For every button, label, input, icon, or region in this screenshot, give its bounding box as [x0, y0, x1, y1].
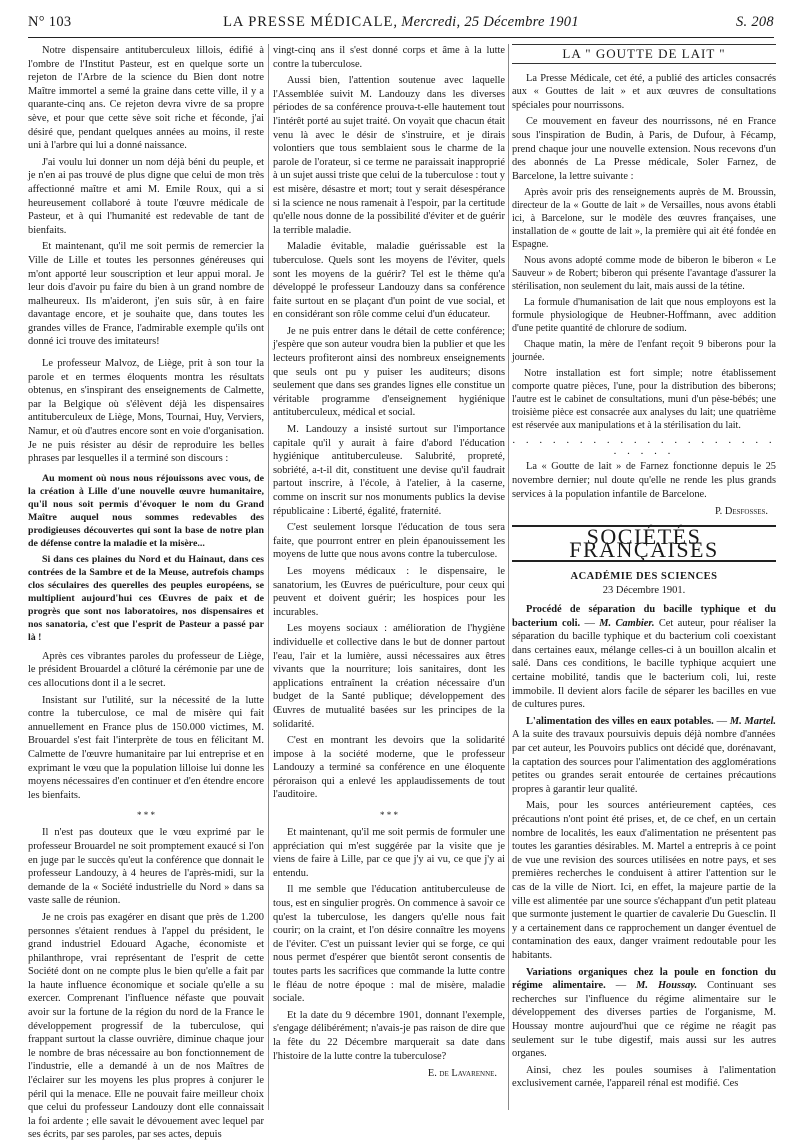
paragraph: C'est en montrant les devoirs que la solidarité impose à la société moderne, que le professeur Landouzy a terminé sa conférence en une éloquente péroraison qui a enlevé les applaudissements de tout l'auditoire. — [273, 735, 505, 801]
section-title: LA " GOUTTE DE LAIT " — [512, 44, 776, 64]
letter — [512, 186, 776, 432]
ellipsis-line: . . . . . . . . . . . . . . . . . . . . . . . . . — [512, 434, 776, 458]
header-rule — [28, 37, 774, 38]
masthead — [28, 14, 774, 31]
column-divider — [268, 44, 269, 1110]
report-entry: Procédé de séparation du bacille typhique et du bacterium coli. — M. Cambier. Cet auteur, pour réaliser la séparation du bacille typhique et du bacterium coli coexistant dans certaines eaux, mélange celles-ci à un bouillon alcalin et salé. Dans ces conditions, le bacille typhique acquiert une certaine mobilité, tandis que le bacterium coli, lui, reste immobile. Il devient alors facile de séparer les bacilles en vue de cultures pures. — [512, 604, 777, 711]
column-divider — [508, 44, 509, 1110]
report-entry: L'alimentation des villes en eaux potables. — M. Martel. A la suite des travaux poursuivis depuis déjà nombre d'années par cet auteur, les Pouvoirs publics ont décidé que, dorénavant, la captation des sources pour l'alimentation des agglomérations petites ou grandes serait entourée de certaines précautions propres à garantir leur qualité. — [512, 715, 776, 795]
paragraph: M. Landouzy a insisté surtout sur l'importance capitale qu'il y aurait à faire d'abord l'éducation hygiénique antituberculeuse. Salubrité, propreté, sobriété, a-t-il dit, constituent une devise qu'il faudrait partout inscrire, à l'école, à l'atelier, à la caserne, comme on inscrit sur nos monuments publics la devise républicaine : Liberté, égalité, fraternité. — [273, 424, 505, 517]
session-date: 23 Décembre 1901. — [602, 584, 686, 596]
letter-paragraph: Chaque matin, la mère de l'enfant reçoit 9 biberons pour la journée. — [512, 339, 776, 364]
paragraph: Insistant sur l'utilité, sur la nécessité de la lutte contre la tuberculose, ce mal de misère qui fait annuellement en France plus de 150.000 victimes, M. Brouardel s'est fait l'interprète de tous en félicitant M. Calmette de l'œuvre humanitaire par lui entreprise et en exprimant le vœu que la population lilloise lui donne les moyens nécessaires d'en continuer et d'en étendre encore les bienfaits. — [28, 694, 264, 801]
paragraph: Et maintenant, qu'il me soit permis de formuler une appréciation qui m'est suggérée par la visite que je viens de faire à Lille, par ce que j'y ai vu, ce que j'y ai entendu. — [273, 827, 505, 879]
paragraph: Notre dispensaire antituberculeux lillois, édifié à l'ombre de l'Institut Pasteur, est en quelque sorte un rejeton de l'Arbre de la science du Bien dont notre Maître immortel a semé la graine dans cette ville, il y a quarante-cinq ans. Ce rejeton devra vivre de sa propre sève, et pour que cette sève soit riche et féconde, j'ai désiré que, pendant quelques années au moins, il reste uni à l'arbre qui lui a donné naissance. — [28, 45, 264, 152]
running-header — [28, 14, 774, 36]
report-title: Procédé de séparation du bacille typhique et du bacterium coli. — [512, 604, 776, 629]
author-signature: P. Desfosses. — [715, 506, 768, 518]
paragraph: Mais, pour les sources antérieurement captées, ces précautions n'ont point été prises, et, de ce chef, en un certain nombre de localités, les eaux d'alimentation ne présentent pas toutes les garanties désirables. M. Martel a entrepris à ce point de vue une revision des sources utilisées en notre pays, et ses premières recherches le conduisent à attirer l'attention sur le cas de la ville de Niort. Ici, en effet, la majeure partie de la ville est alimentée par une source s'échappant d'un petit plateau que surmonte justement le quartier de cavalerie Du Guesclin. Il y a certainement dans ce rapprochement un danger éventuel de contamination des eaux, danger vraiment redoutable pour les habitants. — [512, 800, 776, 961]
section-asterism: * * * — [380, 810, 398, 821]
paragraph: J'ai voulu lui donner un nom déjà béni du peuple, et je n'en ai pas trouvé de plus digne que celui de mon très affectionné maître et ami M. Emile Roux, qui a si heureusement collaboré à toute l'œuvre médicale de Pasteur, et à qui l'humanité est redevable de tant de bienfaits. — [28, 156, 264, 236]
paragraph: Et maintenant, qu'il me soit permis de remercier la Ville de Lille et toutes les personnes généreuses qui m'ont apporté leur souscription et leur appui moral. Je leur dois d'avoir pu faire du bien à un grand nombre de malheureux. Ils m'aideront, j'en suis sûr, à en faire davantage encore, et je souhaite que, dans toutes les grandes villes de France, l'admirable exemple qu'ils ont donné ici trouve des imitateurs! — [28, 241, 264, 348]
report-text: A la suite des travaux poursuivis depuis déjà nombre d'années par cet auteur, les Pouvoirs publics ont décidé que, dorénavant, la captation des sources pour l'alimentation des agglomérations petites ou grandes serait entourée de certaines précautions propres à garantir leur qualité. — [512, 729, 776, 795]
letter-paragraph: Nous avons adopté comme mode de biberon le biberon « Le Sauveur » de Robert; biberon qui présente l'avantage d'assurer la stérilisation, non seulement du lait, mais aussi de la tétine. — [512, 255, 776, 293]
report-author: M. Houssay. — [636, 980, 698, 992]
column-2 — [273, 44, 505, 1110]
letter-paragraph: Notre installation est fort simple; notre établissement comporte quatre pièces, l'une, pour la distribution des biberons; l'autre est le cabinet de consultations, muni d'un pèse-bébés; une troisième pièce est consacrée aux analyses du lait; une quatrième est réservée aux manipulations et à la stérilisation du lait. — [512, 368, 776, 432]
author-signature: E. de Lavarenne. — [427, 1068, 497, 1080]
paragraph: La Presse Médicale, cet été, a publié des articles consacrés aux « Gouttes de lait » et aux œuvres de consultations spéciales pour nourrissons. — [512, 72, 776, 111]
paragraph: Les moyens sociaux : amélioration de l'hygiène individuelle et collective dans le but de donner partout l'eau, l'air et la lumière, aussi nécessaires aux êtres vivants que la nourriture; lois sanitaires, dont les applications entraînent la création nécessaire d'un budget de la Santé publique; développement des Œuvres de mutualité basées sur les principes de la solidarité. — [273, 623, 505, 730]
paragraph: Et la date du 9 décembre 1901, donnant l'exemple, s'engage délibérément; n'avais-je pas raison de dire que la fête du 22 Décembre marquerait sa date dans l'histoire de la lutte contre la tuberculose? — [273, 1009, 505, 1062]
paragraph: Ainsi, chez les poules soumises à l'alimentation exclusivement carnée, l'appareil rénal est modifié. Ces — [512, 1064, 776, 1090]
section-heading: SOCIÉTÉS FRANÇAISES — [512, 525, 776, 562]
report-text: Cet auteur, pour réaliser la séparation du bacille typhique et du bacterium coli coexistant dans certaines eaux, mélange celles-ci à un bouillon alcalin et salé. Dans ces conditions, le bacille typhique acquiert une certaine mobilité, tandis que le bacterium coli, lui, reste immobile. Il devient alors facile de séparer les bacilles en vue de cultures pures. — [512, 617, 777, 711]
issue-date: , Mercredi, 25 Décembre 1901 — [393, 14, 579, 30]
paragraph: Ce mouvement en faveur des nourrissons, né en France sous l'inspiration de Budin, à Paris, de Dufour, à Fécamp, prend chaque jour une nouvelle extension. Nous recevons d'un des abonnés de La Presse médicale, Soler Farnez, de Barcelone, la lettre suivante : — [512, 116, 776, 182]
letter-paragraph: Après avoir pris des renseignements auprès de M. Broussin, directeur de la « Goutte de lait » de Versailles, nous avons établi ici, à Barcelone, sur le modèle des œuvres françaises, une installation de « goutte de lait », la première qui ait été fondée en Espagne. — [512, 187, 776, 251]
paragraph: Maladie évitable, maladie guérissable est la tuberculose. Quels sont les moyens de l'éviter, quels sont les moyens de la guérir? Tel est le thème qu'a développé le professeur Landouzy dans sa conférence faite surtout en se plaçant d'un point de vue social, et en considérant son rôle comme celui d'un éducateur. — [273, 241, 505, 321]
paragraph: Je ne crois pas exagérer en disant que près de 1.200 personnes s'étaient rendues à l'appel du président, le grand industriel Edouard Agache, économiste et philanthrope, vrai représentant de l'esprit de cette Société dont on ne compte plus le bien qu'elle a fait par la haute influence économique et sociale qu'elle a su exercer. Comprenant l'influence néfaste que pouvait avoir sur la fortune de la région du nord de la France le développement progressif de la tuberculose, qui frappant surtout la classe ouvrière, diminue chaque jour le nombre de bras nécessaire au bon fonctionnement de l'industrie, elle a demandé à un de nos Maîtres de l'éclairer sur les moyens les plus propres à conjurer le péril qui la menace. Elle ne pouvait faire meilleur choix que celui du professeur Landouzy dont elle connaissait la foi ardente ; elle savait le dévouement avec lequel par ses écrits, par ses paroles, par ses actes, depuis — [28, 911, 264, 1141]
column-1 — [28, 44, 264, 1141]
paragraph: vingt-cinq ans il s'est donné corps et âme à la lutte contre la tuberculose. — [273, 45, 505, 70]
journal-name: LA PRESSE MÉDICALE — [223, 14, 394, 30]
paragraph: Les moyens médicaux : le dispensaire, le sanatorium, les Œuvres de puériculture, pour ceux qui peuvent et doivent guérir; les hospices pour les incurables. — [273, 565, 505, 618]
paragraph: Il me semble que l'éducation antituberculeuse de tous, est en singulier progrès. On commence à savoir ce qu'est la tuberculose, les dangers qu'elle nous fait courir; on la craint, et l'on désire connaître les moyens de l'éviter. C'est un puissant levier qui se forge, ce qui nous permet d'espérer que bientôt seront consentis de toutes parts les sacrifices que commande la lutte contre le fléau de notre époque : mal de misère, maladie sociale. — [273, 884, 505, 1005]
report-author: M. Cambier. — [599, 617, 655, 629]
quote: Si dans ces plaines du Nord et du Hainaut, dans ces contrées de la Sambre et de la Meuse, autrefois champs clos séculaires des querelles des peuples européens, se multiplient aujourd'hui ces Œuvres de paix et de progrès que sont nos laboratoires, nos dispensaires et nos sanatoria, c'est que l'esprit de Pasteur a passé par là ! — [28, 553, 264, 643]
quote: Au moment où nous nous réjouissons avec vous, de la création à Lille d'une nouvelle œuvre humanitaire, qu'il nous soit permis d'évoquer le nom du Grand Maître auquel nous sommes redevables des prodigieuses découvertes qui sont la base de notre plan de défense contre la maladie et la misère... — [28, 472, 264, 549]
paragraph: C'est seulement lorsque l'éducation de tous sera faite, que pourront entrer en plein épanouissement les moyens de lutte que nous avons contre la tuberculose. — [273, 522, 505, 561]
paragraph: Je ne puis entrer dans le détail de cette conférence; j'espère que son auteur voudra bien la publier et que les lecteurs profiteront ainsi des nombreux enseignements que seuls ont pu y puiser les auditeurs; disons seulement que dans ses grandes lignes elle constitue un véritable programme d'enseignement hygiénique antituberculeux, médical et social. — [273, 325, 505, 419]
issue-number: N° 103 — [28, 14, 72, 30]
report-title: L'alimentation des villes en eaux potables. — [526, 715, 714, 727]
report-title: Variations organiques chez la poule en fonction du régime alimentaire. — [512, 966, 776, 992]
paragraph: Après ces vibrantes paroles du professeur de Liège, le président Brouardel a clôturé la cérémonie par une de ces allocutions dont il a le secret. — [28, 650, 264, 689]
letter-paragraph: La formule d'humanisation de lait que nous employons est la formule physiologique de Heubner-Hoffmann, avec addition d'une petite quantité de chlorure de sodium. — [512, 297, 776, 335]
society-name: ACADÉMIE DES SCIENCES — [570, 570, 718, 582]
paragraph: Le professeur Malvoz, de Liège, prit à son tour la parole et en termes éloquents montra les résultats obtenus, en s'inspirant des enseignements de Calmette, par la Belgique où s'élèvent déjà les dispensaires antituberculeux de Liège, Mons, Tournai, Huy, Verviers, Namur, et où d'autres encore sont en voie d'organisation. Je ne puis résister au désir de reproduire les belles phrases par lesquelles il a terminé son discours : — [28, 358, 264, 465]
paragraph: Il n'est pas douteux que le vœu exprimé par le professeur Brouardel ne soit promptement exaucé si l'on en juge par le succès qu'eut la conférence que donnait le professeur Landouzy, à 4 heures de l'après-midi, sur la demande de la « Société industrielle du Nord » dans sa vaste salle de réunion. — [28, 827, 264, 907]
section-asterism: * * * — [137, 810, 155, 821]
report-author: M. Martel. — [729, 715, 776, 727]
column-3 — [512, 44, 776, 1110]
page-number: S. 208 — [735, 14, 774, 30]
paragraph: Aussi bien, l'attention soutenue avec laquelle l'Assemblée suivit M. Landouzy dans les diverses périodes de sa conférence prouva-t-elle hautement tout l'intérêt porté au sujet traité. On voyait que chacun était venu là avec le désir de s'instruire, et je dirais volontiers que tous semblaient sous le charme de la parole de l'orateur, si ce terme ne paraissait inapproprié à un sujet aussi triste que celui de la tuberculose : tout y est misère, désastre et mort; tout y serait désespérance si la science ne nous ramenait à l'espoir, par la certitude qu'elle nous donne de la possibilité d'éviter et de guérir la terrible maladie. — [273, 75, 505, 236]
paragraph: La « Goutte de lait » de Farnez fonctionne depuis le 25 novembre dernier; nul doute qu'elle ne rende les plus grands services à la population infantile de Barcelone. — [512, 461, 776, 500]
report-entry: Variations organiques chez la poule en fonction du régime alimentaire. — M. Houssay. Continuant ses recherches sur l'influence du régime alimentaire sur le développement des diverses parties de l'organisme, M. Houssay montre aujourd'hui que ce régime ne réagit pas seulement sur le tube digestif, mais aussi sur les autres organes. — [512, 966, 776, 1060]
report-text: Continuant ses recherches sur l'influence du régime alimentaire sur le développement des diverses parties de l'organisme, M. Houssay montre aujourd'hui que ce régime ne réagit pas seulement sur le tube digestif, mais aussi sur les autres organes. — [512, 980, 776, 1060]
